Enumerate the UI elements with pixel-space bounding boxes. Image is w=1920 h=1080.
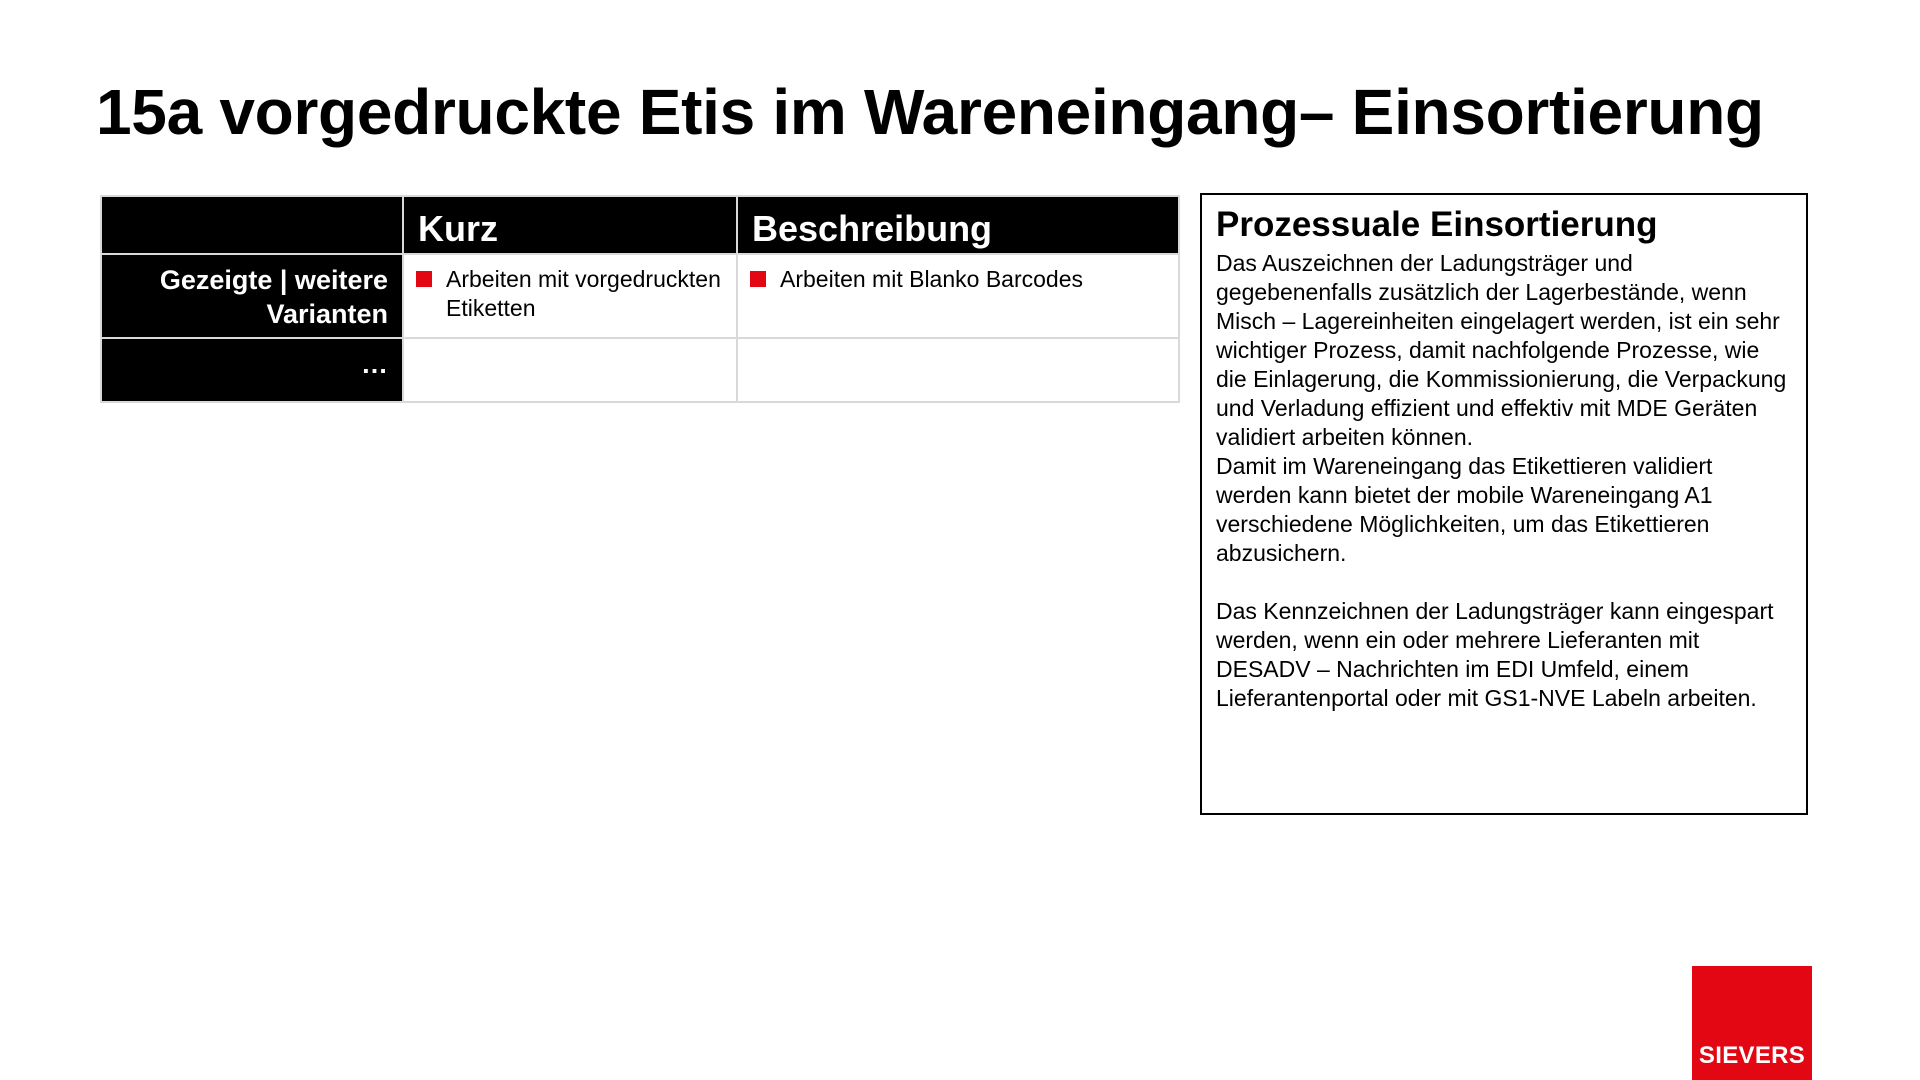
bullet-text: Arbeiten mit Blanko Barcodes bbox=[780, 266, 1083, 292]
row-header-more: … bbox=[101, 338, 403, 402]
slide-title: 15a vorgedruckte Etis im Wareneingang– Einsortierung bbox=[96, 76, 1764, 148]
bullet-text: Arbeiten mit vorgedruckten Etiketten bbox=[446, 266, 721, 321]
row-header-variants: Gezeigte | weitere Varianten bbox=[101, 254, 403, 338]
box-paragraph-2: Damit im Wareneingang das Etikettieren validiert werden kann bietet der mobile Wareneingang A1 verschiedene Möglichkeiten, um das Etikettieren abzusichern. bbox=[1216, 453, 1713, 566]
table-row bbox=[101, 338, 1179, 402]
cell-beschreibung bbox=[737, 254, 1179, 338]
box-heading: Prozessuale Einsortierung bbox=[1216, 205, 1658, 244]
cell-kurz bbox=[403, 254, 737, 338]
bullet-item bbox=[750, 265, 1166, 294]
process-description-box bbox=[1200, 193, 1808, 815]
cell-kurz-empty bbox=[403, 338, 737, 402]
table-header-row bbox=[101, 196, 1179, 254]
red-square-bullet-icon bbox=[750, 271, 766, 287]
variants-table bbox=[100, 195, 1180, 403]
cell-beschreibung-empty bbox=[737, 338, 1179, 402]
bullet-item bbox=[416, 265, 724, 323]
column-header-kurz: Kurz bbox=[403, 196, 737, 254]
box-paragraph-1: Das Auszeichnen der Ladungsträger und gegebenenfalls zusätzlich der Lagerbestände, wenn Misch – Lagereinheiten eingelagert werden, ist ein sehr wichtiger Prozess, damit nachfolgende Prozesse, wie die Einlagerung, die Kommissionierung, die Verpackung und Verladung effizient und effektiv mit MDE Geräten validiert arbeiten können. bbox=[1216, 250, 1787, 450]
sievers-logo bbox=[1692, 966, 1812, 1080]
column-header-beschreibung: Beschreibung bbox=[737, 196, 1179, 254]
box-paragraph-3: Das Kennzeichnen der Ladungsträger kann eingespart werden, wenn ein oder mehrere Lieferanten mit DESADV – Nachrichten im EDI Umfeld, einem Lieferantenportal oder mit GS1-NVE Labeln arbeiten. bbox=[1216, 598, 1774, 711]
table-row bbox=[101, 254, 1179, 338]
logo-text: SIEVERS bbox=[1698, 1042, 1806, 1069]
red-square-bullet-icon bbox=[416, 271, 432, 287]
table-corner-cell bbox=[101, 196, 403, 254]
